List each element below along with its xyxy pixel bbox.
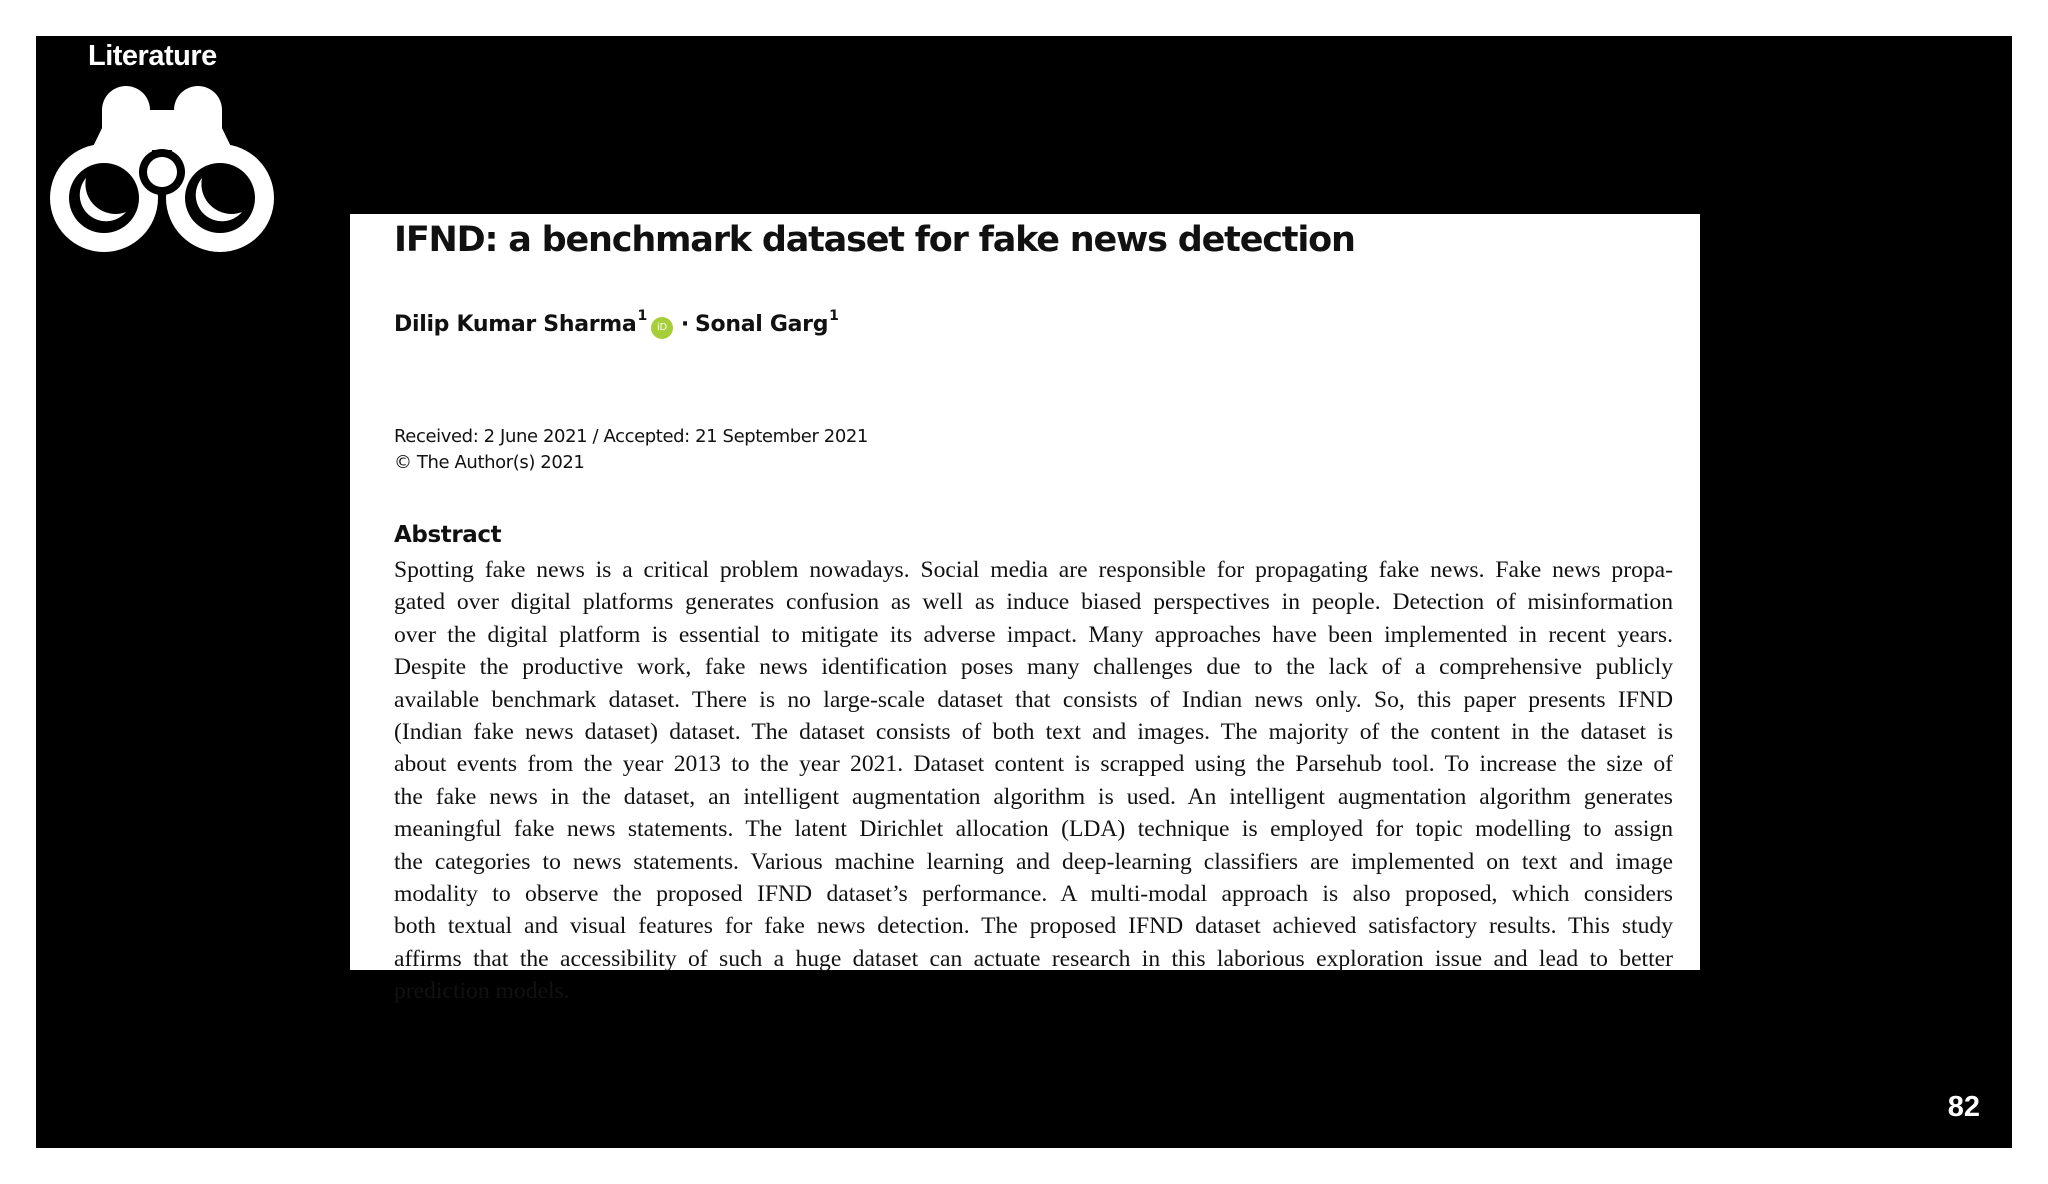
author-name: Dilip Kumar Sharma bbox=[394, 312, 637, 337]
abstract-line: affirms that the accessibility of such a huge dataset can actuate research in this laborious exploration issue and lead to better bbox=[394, 945, 1673, 972]
abstract-line: gated over digital platforms generates confusion as well as induce biased perspectives in people. Detection of misinformation bbox=[394, 589, 1673, 616]
slide bbox=[36, 36, 2012, 1148]
abstract-line: (Indian fake news dataset) dataset. The dataset consists of both text and images. The majority of the content in the dataset is bbox=[394, 719, 1673, 746]
abstract-line: over the digital platform is essential to mitigate its adverse impact. Many approaches have been implemented in recent years. bbox=[394, 621, 1673, 648]
abstract-line: the categories to news statements. Various machine learning and deep-learning classifiers are implemented on text and image bbox=[394, 848, 1673, 875]
section-label: Literature bbox=[88, 40, 217, 72]
abstract-line: both textual and visual features for fake news detection. The proposed IFND dataset achieved satisfactory results. This study bbox=[394, 913, 1673, 940]
copyright-notice: © The Author(s) 2021 bbox=[394, 452, 585, 473]
abstract-heading: Abstract bbox=[394, 522, 502, 548]
binoculars-icon bbox=[42, 74, 282, 254]
author-name: Sonal Garg bbox=[694, 312, 829, 337]
received-accepted: Received: 2 June 2021 / Accepted: 21 September 2021 bbox=[394, 426, 868, 447]
abstract-body bbox=[394, 554, 1673, 1008]
abstract-line: Spotting fake news is a critical problem nowadays. Social media are responsible for propagating fake news. Fake news propa- bbox=[394, 557, 1673, 583]
paper-title: IFND: a benchmark dataset for fake news detection bbox=[394, 220, 1355, 260]
page-number: 82 bbox=[1947, 1091, 1980, 1123]
abstract-line: available benchmark dataset. There is no large-scale dataset that consists of Indian news only. So, this paper presents IFND bbox=[394, 686, 1673, 713]
paper-card bbox=[350, 214, 1700, 1005]
abstract-line: meaningful fake news statements. The latent Dirichlet allocation (LDA) technique is employed for topic modelling to assign bbox=[394, 816, 1673, 843]
author-affiliation: 1 bbox=[637, 308, 647, 324]
author-list bbox=[394, 308, 839, 339]
abstract-line: modality to observe the proposed IFND dataset’s performance. A multi-modal approach is also proposed, which considers bbox=[394, 881, 1673, 908]
author-separator: · bbox=[680, 312, 689, 337]
abstract-line: the fake news in the dataset, an intelligent augmentation algorithm is used. An intelligent augmentation algorithm generates bbox=[394, 783, 1673, 810]
abstract-line: about events from the year 2013 to the year 2021. Dataset content is scrapped using the Parsehub tool. To increase the size of bbox=[394, 751, 1673, 778]
publication-dates bbox=[394, 424, 868, 476]
author-affiliation: 1 bbox=[829, 308, 839, 324]
orcid-icon[interactable]: iD bbox=[651, 317, 673, 339]
abstract-line: Despite the productive work, fake news identification poses many challenges due to the lack of a comprehensive publicly bbox=[394, 654, 1673, 681]
abstract-line: prediction models. bbox=[394, 978, 570, 1005]
